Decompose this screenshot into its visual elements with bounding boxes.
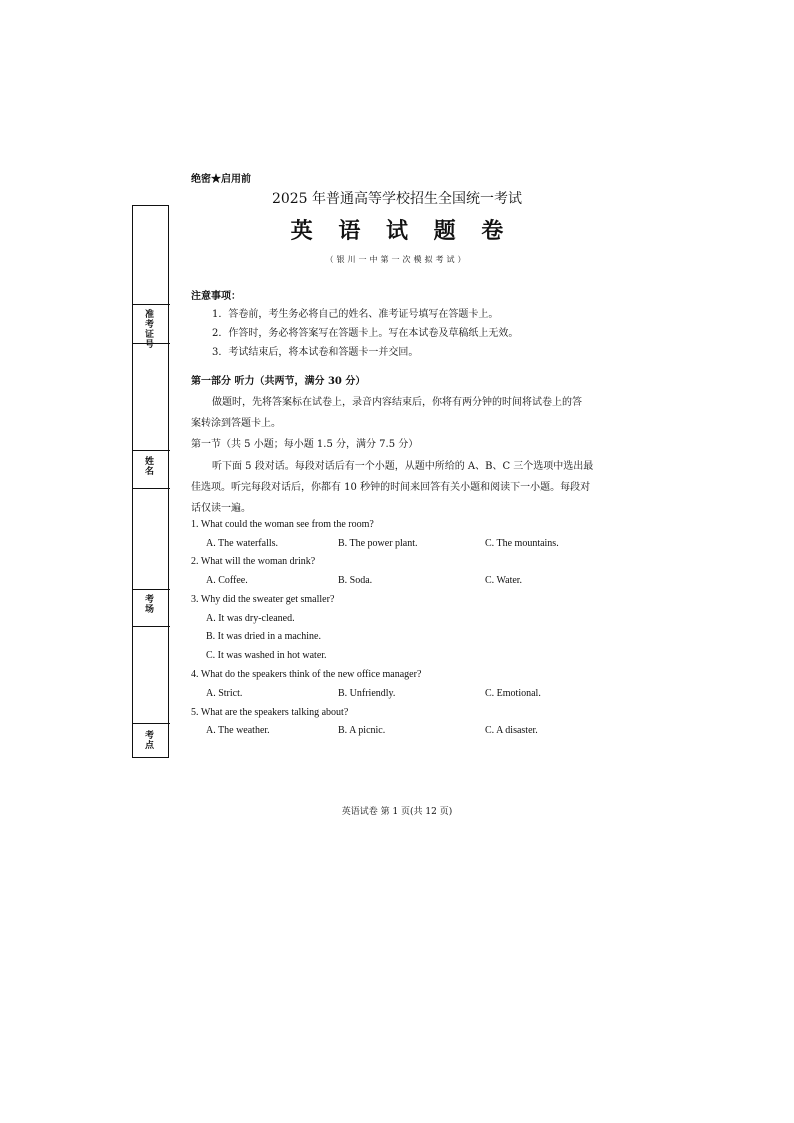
question-stem: 1. What could the woman see from the room?: [191, 519, 374, 530]
page-title: 英 语 试 题 卷: [290, 218, 513, 244]
option-b: B. Soda.: [338, 575, 373, 586]
question-stem: 2. What will the woman drink?: [191, 556, 316, 567]
strip-divider: [133, 589, 170, 590]
section1-heading: 第一节（共 5 小题；每小题 1.5 分，满分 7.5 分）: [191, 439, 419, 450]
note-item: 3．考试结束后，将本试卷和答题卡一并交回。: [212, 347, 419, 358]
option-b: B. Unfriendly.: [338, 688, 396, 699]
option-b: B. The power plant.: [338, 538, 418, 549]
option-c: C. The mountains.: [485, 538, 559, 549]
option-c: C. Emotional.: [485, 688, 541, 699]
part1-intro: 做题时，先将答案标在试卷上，录音内容结束后，你将有两分钟的时间将试卷上的答: [212, 397, 582, 408]
note-item: 1．答卷前，考生务必将自己的姓名、准考证号填写在答题卡上。: [212, 309, 499, 320]
exam-subtitle: （银川一中第一次模拟考试）: [325, 255, 469, 264]
section1-instructions: 话仅读一遍。: [191, 503, 251, 514]
binding-strip: [132, 205, 169, 758]
strip-label-exam-room: 考场: [143, 594, 153, 614]
option-a: A. The weather.: [206, 725, 270, 736]
option-c: C. Water.: [485, 575, 523, 586]
section1-instructions: 听下面 5 段对话。每段对话后有一个小题，从题中所给的 A、B、C 三个选项中选出最: [212, 461, 594, 472]
strip-divider: [133, 626, 170, 627]
section1-instructions: 佳选项。听完每段对话后，你都有 10 秒钟的时间来回答有关小题和阅读下一小题。每段对: [191, 482, 591, 493]
question-stem: 3. Why did the sweater get smaller?: [191, 594, 335, 605]
option-a: A. Coffee.: [206, 575, 248, 586]
strip-label-name: 姓名: [143, 456, 153, 476]
part1-heading: 第一部分 听力（共两节，满分 30 分）: [191, 376, 366, 387]
option-c: C. A disaster.: [485, 725, 538, 736]
option-c: C. It was washed in hot water.: [206, 650, 327, 661]
strip-divider: [133, 723, 170, 724]
option-a: A. Strict.: [206, 688, 243, 699]
question-stem: 4. What do the speakers think of the new office manager?: [191, 669, 422, 680]
option-a: A. It was dry-cleaned.: [206, 613, 295, 624]
option-b: B. It was dried in a machine.: [206, 631, 321, 642]
option-a: A. The waterfalls.: [206, 538, 279, 549]
strip-label-exam-number: 准考证号: [143, 309, 153, 349]
strip-divider: [133, 304, 170, 305]
strip-divider: [133, 450, 170, 451]
note-item: 2．作答时，务必将答案写在答题卡上。写在本试卷及草稿纸上无效。: [212, 328, 519, 339]
page-footer: 英语试卷 第 1 页(共 12 页): [341, 807, 453, 817]
option-b: B. A picnic.: [338, 725, 386, 736]
exam-title: 2025 年普通高等学校招生全国统一考试: [271, 191, 523, 207]
strip-divider: [133, 488, 170, 489]
question-stem: 5. What are the speakers talking about?: [191, 707, 349, 718]
notes-heading: 注意事项：: [191, 291, 241, 302]
confidential-mark: 绝密★启用前: [191, 174, 251, 185]
strip-label-exam-site: 考点: [143, 730, 153, 750]
part1-intro: 案转涂到答题卡上。: [191, 418, 281, 429]
